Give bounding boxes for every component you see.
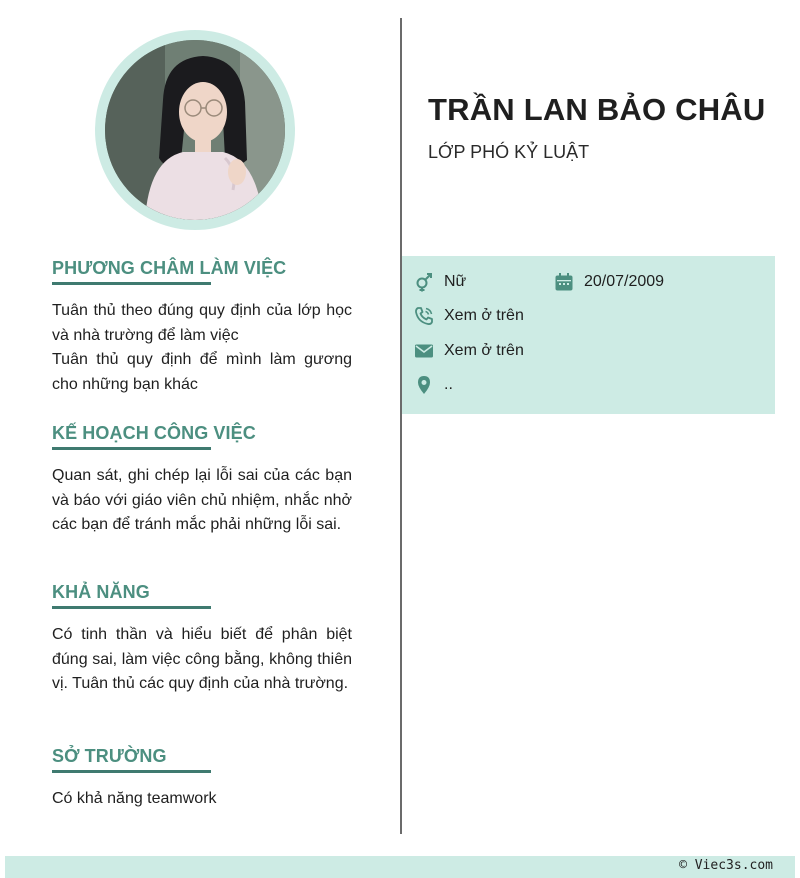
avatar bbox=[105, 40, 285, 220]
email-value: Xem ở trên bbox=[444, 342, 524, 359]
column-divider bbox=[400, 18, 402, 834]
info-address bbox=[414, 375, 453, 395]
footer-credit: © Viec3s.com bbox=[679, 858, 773, 873]
strength-text: Có khả năng teamwork bbox=[52, 790, 217, 807]
section-title-motto: PHƯƠNG CHÂM LÀM VIỆC bbox=[52, 258, 352, 285]
job-role: LỚP PHÓ KỶ LUẬT bbox=[428, 142, 590, 162]
section-title-ability: KHẢ NĂNG bbox=[52, 582, 352, 609]
section-title-plan: KẾ HOẠCH CÔNG VIỆC bbox=[52, 423, 352, 450]
portrait-photo bbox=[105, 40, 285, 220]
avatar-frame bbox=[95, 30, 295, 230]
info-email bbox=[414, 341, 524, 361]
section-strength bbox=[52, 746, 352, 812]
section-title-strength: SỞ TRƯỜNG bbox=[52, 746, 352, 773]
location-icon bbox=[414, 375, 434, 395]
calendar-icon bbox=[554, 272, 574, 292]
section-plan bbox=[52, 423, 352, 538]
section-ability bbox=[52, 582, 352, 697]
section-motto bbox=[52, 258, 352, 397]
gender-value: Nữ bbox=[444, 273, 467, 290]
address-value: .. bbox=[444, 376, 453, 393]
info-dob bbox=[554, 272, 664, 292]
motto-line: Tuân thủ theo đúng quy định của lớp học và nhà trường để làm việc bbox=[52, 302, 352, 344]
section-body-ability bbox=[52, 623, 352, 697]
info-phone bbox=[414, 306, 524, 326]
section-body-strength bbox=[52, 787, 352, 812]
email-icon bbox=[414, 341, 434, 361]
ability-text: Có tinh thần và hiểu biết để phân biệt đúng sai, làm việc công bằng, không thiên vị. Tuân thủ các quy định của nhà trường. bbox=[52, 626, 352, 692]
contact-info-panel bbox=[402, 256, 775, 414]
section-body-motto bbox=[52, 299, 352, 397]
footer-bar bbox=[5, 856, 795, 878]
dob-value: 20/07/2009 bbox=[584, 273, 665, 290]
plan-text: Quan sát, ghi chép lại lỗi sai của các bạn và báo với giáo viên chủ nhiệm, nhắc nhở các bạn để tránh mắc phải những lỗi sai. bbox=[52, 467, 352, 533]
full-name: TRẦN LAN BẢO CHÂU bbox=[428, 92, 766, 127]
info-gender bbox=[414, 272, 466, 292]
phone-icon bbox=[414, 306, 434, 326]
section-body-plan bbox=[52, 464, 352, 538]
motto-line: Tuân thủ quy định để mình làm gương cho những bạn khác bbox=[52, 351, 352, 393]
gender-icon bbox=[414, 272, 434, 292]
phone-value: Xem ở trên bbox=[444, 307, 524, 324]
